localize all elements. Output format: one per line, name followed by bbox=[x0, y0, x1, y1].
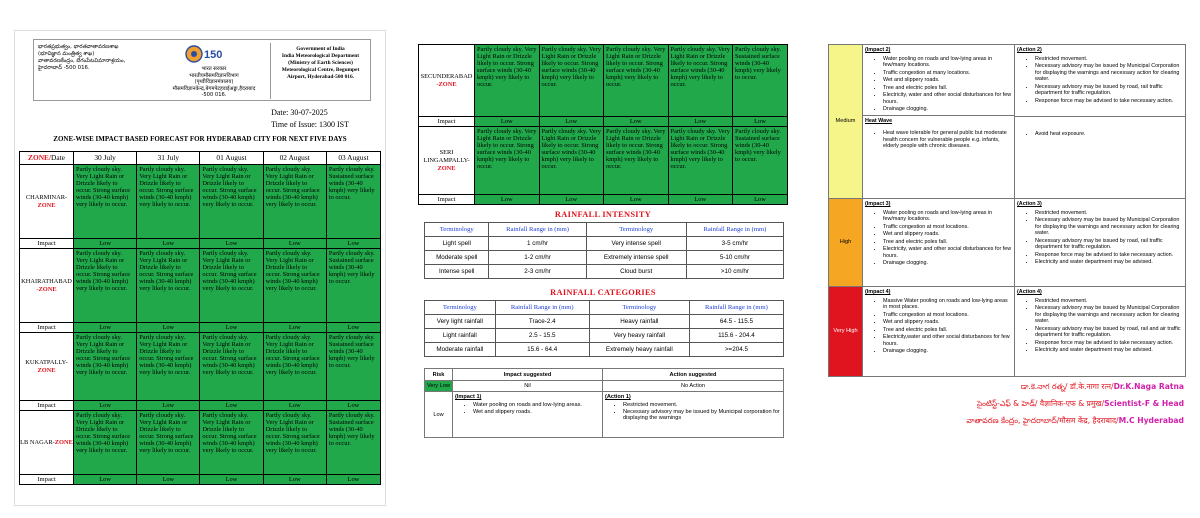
list-item: • Heat wave tolerable for general public but moderate health concern for vulnerable people e.g. infants, elderly people with chronic diseases. bbox=[883, 130, 1012, 150]
action-list bbox=[1015, 45, 1186, 199]
action-title: (Action 1) bbox=[605, 394, 631, 400]
english-line: (Ministry of Earth Sciences) bbox=[288, 60, 353, 66]
list-item: • Response force may be advised to take necessary action. bbox=[1035, 98, 1183, 105]
telugu-line: హైదరాబాద్ -500 016. bbox=[38, 65, 90, 71]
signature-name: డా.కె.నాగ రత్న/ डॉ.के.नागा रत्न/Dr.K.Naga Ratna bbox=[1020, 382, 1184, 391]
english-line: Airport, Hyderabad-500 016. bbox=[286, 74, 355, 80]
column-header: Terminology bbox=[589, 301, 689, 315]
table-row bbox=[425, 381, 784, 392]
forecast-cell: Partly cloudy sky. Sustained surface winds (30-40 kmph) very likely to occur. bbox=[326, 165, 380, 239]
table-cell: Intense spell bbox=[425, 265, 489, 279]
table-cell: Very heavy rainfall bbox=[589, 329, 689, 343]
impact-list bbox=[863, 287, 1015, 377]
forecast-cell: Partly cloudy sky. Very Light Rain or Drizzle likely to occur. Strong surface winds (30-40 kmph) very likely to occur. bbox=[137, 249, 200, 323]
table-row bbox=[829, 287, 1186, 377]
table-cell: 1-2 cm/hr bbox=[489, 251, 586, 265]
list-item: • Drainage clogging. bbox=[883, 348, 1012, 355]
impact-cell: Low bbox=[668, 195, 733, 205]
impact-label: Impact bbox=[20, 401, 74, 411]
risk-level: High bbox=[829, 199, 863, 287]
rainfall-intensity-table bbox=[424, 222, 784, 279]
impact-cell: Low bbox=[200, 239, 263, 249]
impact-cell: Low bbox=[539, 117, 604, 127]
risk-level: Medium bbox=[829, 45, 863, 199]
table-row bbox=[20, 411, 381, 475]
telugu-line: భారతప్రభుత్వం, భారతవాతావరణశాఖ bbox=[38, 44, 119, 50]
forecast-page-1 bbox=[14, 30, 386, 506]
impact-cell: Low bbox=[263, 323, 326, 333]
table-header-row bbox=[425, 369, 784, 381]
impact-cell: Low bbox=[137, 323, 200, 333]
column-header: Rainfall Range in (mm) bbox=[686, 223, 783, 237]
zone-date-header: ZONE/Date bbox=[20, 152, 74, 165]
impact-cell: Low bbox=[326, 401, 380, 411]
forecast-cell: Partly cloudy sky. Very Light Rain or Drizzle likely to occur. Strong surface winds (30-40 kmph) very likely to occur. bbox=[137, 411, 200, 475]
impact-row bbox=[20, 239, 381, 249]
zone-name: KHAIRATHABAD -ZONE bbox=[20, 249, 74, 323]
impact-cell: Low bbox=[74, 401, 137, 411]
list-item: • Necessary advisory may be issued by Municipal Corporation for displaying the warnings and necessary action for clearing water. bbox=[1035, 305, 1183, 325]
forecast-cell: Partly cloudy sky. Very Light Rain or Drizzle likely to occur. Strong surface winds (30-40 kmph) very likely to occur. bbox=[475, 127, 540, 195]
table-row bbox=[20, 249, 381, 323]
list-item: • Electricity, water and other social disturbances for few hours. bbox=[883, 92, 1012, 105]
signature-block bbox=[828, 378, 1184, 429]
date-header: 30 July bbox=[74, 152, 137, 165]
impact-cell: Low bbox=[733, 117, 788, 127]
list-item: • Wet and slippery roads. bbox=[883, 319, 1012, 326]
impact-list bbox=[863, 199, 1015, 287]
forecast-cell: Partly cloudy sky. Very Light Rain or Drizzle likely to occur. Strong surface winds (30-40 kmph) very likely to occur. bbox=[668, 127, 733, 195]
signature-office: వాతావరణ కేంద్రం, హైదరాబాద్/मौसम केंद्र, हैदराबाद/M.C Hyderabad bbox=[966, 416, 1184, 425]
impact-row bbox=[419, 195, 788, 205]
impact-cell: Low bbox=[200, 323, 263, 333]
forecast-cell: Partly cloudy sky. Sustained surface winds (30-40 kmph) very likely to occur. bbox=[733, 45, 788, 117]
zone-name: SECUNDERABAD -ZONE bbox=[419, 45, 475, 117]
table-row bbox=[20, 333, 381, 401]
action-title: (Action 3) bbox=[1017, 201, 1042, 207]
impact-list bbox=[453, 392, 603, 438]
impact-cell: Low bbox=[668, 117, 733, 127]
letterhead bbox=[33, 39, 371, 101]
forecast-cell: Partly cloudy sky. Sustained surface winds (30-40 kmph) very likely to occur. bbox=[326, 411, 380, 475]
table-header-row bbox=[425, 301, 784, 315]
impact-cell: Low bbox=[74, 323, 137, 333]
table-row bbox=[425, 329, 784, 343]
list-item: • Necessary advisory may be issued by Municipal Corporation for displaying the warnings and necessary action for clearing water. bbox=[1035, 217, 1183, 237]
table-header-row bbox=[20, 152, 381, 165]
risk-table bbox=[424, 368, 784, 438]
column-header: Impact suggested bbox=[453, 369, 603, 381]
zone-name: CHARMINAR- ZONE bbox=[20, 165, 74, 239]
table-cell: Extremely intense spell bbox=[586, 251, 686, 265]
table-cell: Extremely heavy rainfall bbox=[589, 343, 689, 357]
impact-title: (Impact 2) bbox=[865, 47, 891, 53]
issue-info bbox=[271, 107, 349, 131]
list-item: • Water pooling on roads and low-lying areas in few/many locations. bbox=[883, 56, 1012, 69]
table-cell: Very intense spell bbox=[586, 237, 686, 251]
imd-logo-icon bbox=[184, 42, 228, 66]
issue-date: Date: 30-07-2025 bbox=[271, 108, 328, 117]
letterhead-hindi bbox=[158, 66, 270, 99]
list-item: • Massive Water pooling on roads and low-lying areas in most places. bbox=[883, 298, 1012, 311]
forecast-cell: Partly cloudy sky. Very Light Rain or Drizzle likely to occur. Strong surface winds (30-40 kmph) very likely to occur. bbox=[263, 165, 326, 239]
rainfall-categories-table bbox=[424, 300, 784, 357]
rainfall-categories-title: RAINFALL CATEGORIES bbox=[550, 288, 656, 297]
list-item: • Necessary advisory may be issued by Municipal Corporation for displaying the warnings and necessary action for clearing water. bbox=[1035, 63, 1183, 83]
impact-cell: Low bbox=[137, 239, 200, 249]
impact-cell: Low bbox=[326, 323, 380, 333]
hindi-line: भारतीयमौसमविज्ञानविभाग bbox=[189, 72, 239, 79]
list-item: • Wet and slippery roads. bbox=[883, 231, 1012, 238]
risk-level: Low bbox=[425, 392, 453, 438]
table-row bbox=[425, 237, 784, 251]
impact-cell: Low bbox=[475, 195, 540, 205]
impact-label: Impact bbox=[20, 475, 74, 485]
zone-name: SERI LINGAMPALLY- ZONE bbox=[419, 127, 475, 195]
list-item: • Tree and electric poles fall. bbox=[883, 239, 1012, 246]
forecast-cell: Partly cloudy sky. Very Light Rain or Drizzle likely to occur. Strong surface winds (30-40 kmph) very likely to occur. bbox=[74, 333, 137, 401]
forecast-cell: Partly cloudy sky. Very Light Rain or Drizzle likely to occur. Strong surface winds (30-40 kmph) very likely to occur. bbox=[200, 333, 263, 401]
forecast-page-2 bbox=[418, 44, 788, 466]
table-cell: 115.6 - 204.4 bbox=[689, 329, 783, 343]
impact-cell: Low bbox=[74, 239, 137, 249]
impact-row bbox=[20, 323, 381, 333]
impact-title: (Impact 3) bbox=[865, 201, 891, 207]
table-row bbox=[419, 45, 788, 117]
list-item: • Avoid heat exposure. bbox=[1035, 131, 1183, 138]
table-cell: Light rainfall bbox=[425, 329, 496, 343]
hindi-line: भारत सरकार bbox=[201, 66, 227, 72]
column-header: Rainfall Range in (mm) bbox=[495, 301, 589, 315]
table-row bbox=[425, 315, 784, 329]
list-item: • Electricity, water and other social disturbances for few hours. bbox=[883, 246, 1012, 259]
page-title: ZONE-WISE IMPACT BASED FORECAST FOR HYDERABAD CITY FOR NEXT FIVE DAYS bbox=[53, 135, 347, 143]
forecast-table bbox=[19, 151, 381, 485]
list-item: • Necessary advisory may be issued by road, rail traffic department for traffic regulation. bbox=[1035, 84, 1183, 97]
hindi-line: मौसमविज्ञानकेन्द्र,बेगमपेटहवाईअड्डा,हैदराबाद bbox=[172, 85, 256, 92]
table-cell: 2.5 - 15.5 bbox=[495, 329, 589, 343]
forecast-cell: Partly cloudy sky. Sustained surface winds (30-40 kmph) very likely to occur. bbox=[733, 127, 788, 195]
impact-cell: Low bbox=[137, 475, 200, 485]
zone-name: KUKATPALLY- ZONE bbox=[20, 333, 74, 401]
risk-page-3 bbox=[828, 44, 1186, 454]
table-row bbox=[425, 343, 784, 357]
english-line: Government of India bbox=[296, 46, 345, 52]
forecast-cell: Partly cloudy sky. Very Light Rain or Drizzle likely to occur. Strong surface winds (30-40 kmph) very likely to occur. bbox=[539, 45, 604, 117]
action-list bbox=[1015, 199, 1186, 287]
impact-row bbox=[20, 475, 381, 485]
table-cell: Moderate spell bbox=[425, 251, 489, 265]
list-item: • Restricted movement. bbox=[1035, 56, 1183, 63]
impact-label: Impact bbox=[419, 195, 475, 205]
action-title: (Action 4) bbox=[1017, 289, 1042, 295]
table-cell: 2-3 cm/hr bbox=[489, 265, 586, 279]
table-row bbox=[425, 265, 784, 279]
table-row bbox=[20, 165, 381, 239]
rainfall-intensity-title: RAINFALL INTENSITY bbox=[554, 210, 652, 219]
forecast-cell: Partly cloudy sky. Very Light Rain or Drizzle likely to occur. Strong surface winds (30-40 kmph) very likely to occur. bbox=[74, 411, 137, 475]
forecast-cell: Partly cloudy sky. Very Light Rain or Drizzle likely to occur. Strong surface winds (30-40 kmph) very likely to occur. bbox=[263, 333, 326, 401]
forecast-cell: Partly cloudy sky. Sustained surface winds (30-40 kmph) very likely to occur. bbox=[326, 249, 380, 323]
table-row bbox=[425, 251, 784, 265]
table-cell: 15.6 - 64.4 bbox=[495, 343, 589, 357]
list-item: • Necessary advisory may be issued by Municipal corporation for displaying the warnings bbox=[623, 409, 781, 421]
hindi-line: (पृथ्वीविज्ञानमंत्रालय) bbox=[194, 79, 234, 86]
forecast-table-continued bbox=[418, 44, 788, 205]
list-item: • Traffic congestion at most locations. bbox=[883, 224, 1012, 231]
telugu-line: (భూవిజ్ఞాన మంత్రిత్వ శాఖ) bbox=[38, 51, 95, 57]
impact-cell: Low bbox=[137, 401, 200, 411]
forecast-cell: Partly cloudy sky. Sustained surface winds (30-40 kmph) very likely to occur. bbox=[326, 333, 380, 401]
list-item: • Drainage clogging. bbox=[883, 260, 1012, 267]
table-header-row bbox=[425, 223, 784, 237]
heatwave-title: Heat Wave bbox=[865, 117, 893, 124]
forecast-cell: Partly cloudy sky. Very Light Rain or Drizzle likely to occur. Strong surface winds (30-40 kmph) very likely to occur. bbox=[74, 249, 137, 323]
impact-cell: Low bbox=[200, 401, 263, 411]
forecast-cell: Partly cloudy sky. Very Light Rain or Drizzle likely to occur. Strong surface winds (30-40 kmph) very likely to occur. bbox=[74, 165, 137, 239]
impact-cell: Low bbox=[326, 239, 380, 249]
table-row bbox=[425, 392, 784, 438]
forecast-cell: Partly cloudy sky. Very Light Rain or Drizzle likely to occur. Strong surface winds (30-40 kmph) very likely to occur. bbox=[200, 165, 263, 239]
letterhead-english bbox=[270, 43, 370, 99]
forecast-cell: Partly cloudy sky. Very Light Rain or Drizzle likely to occur. Strong surface winds (30-40 kmph) very likely to occur. bbox=[475, 45, 540, 117]
action-list bbox=[603, 392, 784, 438]
list-item: • Tree and electric poles fall. bbox=[883, 327, 1012, 334]
column-header: Action suggested bbox=[603, 369, 784, 381]
impact-cell: Low bbox=[604, 195, 669, 205]
list-item: • Electricity and water department may be advised. bbox=[1035, 259, 1183, 266]
forecast-cell: Partly cloudy sky. Very Light Rain or Drizzle likely to occur. Strong surface winds (30-40 kmph) very likely to occur. bbox=[200, 249, 263, 323]
column-header: Risk bbox=[425, 369, 453, 381]
letterhead-telugu bbox=[38, 44, 156, 72]
risk-level: Very Low bbox=[425, 381, 453, 392]
forecast-cell: Partly cloudy sky. Very Light Rain or Drizzle likely to occur. Strong surface winds (30-40 kmph) very likely to occur. bbox=[263, 249, 326, 323]
forecast-cell: Partly cloudy sky. Very Light Rain or Drizzle likely to occur. Strong surface winds (30-40 kmph) very likely to occur. bbox=[668, 45, 733, 117]
column-header: Terminology bbox=[425, 301, 496, 315]
table-cell: Light spell bbox=[425, 237, 489, 251]
english-line: India Meteorological Department bbox=[281, 53, 360, 59]
zone-name: LB NAGAR-ZONE bbox=[20, 411, 74, 475]
risk-level: Very High bbox=[829, 287, 863, 377]
forecast-cell: Partly cloudy sky. Very Light Rain or Drizzle likely to occur. Strong surface winds (30-40 kmph) very likely to occur. bbox=[539, 127, 604, 195]
list-item: • Drainage clogging. bbox=[883, 106, 1012, 113]
list-item: • Wet and slippery roads. bbox=[473, 409, 600, 415]
list-item: • Restricted movement. bbox=[1035, 210, 1183, 217]
impact-cell: Low bbox=[263, 239, 326, 249]
action-title: (Action 2) bbox=[1017, 47, 1042, 53]
impact-cell: Low bbox=[74, 475, 137, 485]
impact-row bbox=[419, 117, 788, 127]
table-cell: Moderate rainfall bbox=[425, 343, 496, 357]
table-cell: Trace-2.4 bbox=[495, 315, 589, 329]
table-cell: Cloud burst bbox=[586, 265, 686, 279]
column-header: Rainfall Range in (mm) bbox=[489, 223, 586, 237]
hindi-line: -500 016. bbox=[201, 92, 227, 99]
impact-list bbox=[863, 45, 1015, 199]
table-row bbox=[419, 127, 788, 195]
list-item: • Water pooling on roads and low-lying areas. bbox=[473, 402, 600, 408]
forecast-cell: Partly cloudy sky. Very Light Rain or Drizzle likely to occur. Strong surface winds (30-40 kmph) very likely to occur. bbox=[604, 45, 669, 117]
date-header: 03 August bbox=[326, 152, 380, 165]
list-item: • Traffic congestion at most locations. bbox=[883, 312, 1012, 319]
impact-cell: Low bbox=[604, 117, 669, 127]
list-item: • Restricted movement. bbox=[623, 402, 781, 408]
table-cell: 5-10 cm/hr bbox=[686, 251, 783, 265]
list-item: • Traffic congestion at many locations. bbox=[883, 70, 1012, 77]
forecast-cell: Partly cloudy sky. Very Light Rain or Drizzle likely to occur. Strong surface winds (30-40 kmph) very likely to occur. bbox=[200, 411, 263, 475]
forecast-cell: Partly cloudy sky. Very Light Rain or Drizzle likely to occur. Strong surface winds (30-40 kmph) very likely to occur. bbox=[137, 165, 200, 239]
impact-cell: Low bbox=[733, 195, 788, 205]
impact-cell: Low bbox=[200, 475, 263, 485]
action-list bbox=[1015, 287, 1186, 377]
signature-designation: సైంటిస్ట్-ఎఫ్ & హెడ్/ वैज्ञानिक-एफ & प्रमुख/Scientist-F & Head bbox=[976, 399, 1184, 408]
impact-label: Impact bbox=[419, 117, 475, 127]
impact-label: Impact bbox=[20, 323, 74, 333]
impact-text: Nil bbox=[453, 381, 603, 392]
table-cell: 1 cm/hr bbox=[489, 237, 586, 251]
telugu-line: వాతావరణకేంద్రం, బేగంపేటవిమానాశ్రయం, bbox=[38, 58, 126, 64]
impact-cell: Low bbox=[263, 475, 326, 485]
impact-row bbox=[20, 401, 381, 411]
list-item: • Response force may be advised to take necessary action. bbox=[1035, 252, 1183, 259]
impact-cell: Low bbox=[326, 475, 380, 485]
date-header: 31 July bbox=[137, 152, 200, 165]
action-text: No Action bbox=[603, 381, 784, 392]
impact-title: (Impact 1) bbox=[455, 394, 482, 400]
table-row bbox=[829, 45, 1186, 199]
forecast-cell: Partly cloudy sky. Very Light Rain or Drizzle likely to occur. Strong surface winds (30-40 kmph) very likely to occur. bbox=[604, 127, 669, 195]
column-header: Terminology bbox=[425, 223, 489, 237]
list-item: • Electricity,water and other social disturbances for few hours. bbox=[883, 334, 1012, 347]
risk-table-continued bbox=[828, 44, 1186, 377]
issue-time: Time of Issue: 1300 IST bbox=[271, 120, 349, 129]
impact-cell: Low bbox=[539, 195, 604, 205]
english-line: Meteorological Centre, Begumpet bbox=[281, 67, 360, 73]
table-cell: Very light rainfall bbox=[425, 315, 496, 329]
impact-cell: Low bbox=[263, 401, 326, 411]
table-cell: 64.5 - 115.5 bbox=[689, 315, 783, 329]
impact-title: (Impact 4) bbox=[865, 289, 891, 295]
table-row bbox=[829, 199, 1186, 287]
forecast-cell: Partly cloudy sky. Very Light Rain or Drizzle likely to occur. Strong surface winds (30-40 kmph) very likely to occur. bbox=[263, 411, 326, 475]
column-header: Terminology bbox=[586, 223, 686, 237]
impact-cell: Low bbox=[475, 117, 540, 127]
date-header: 02 August bbox=[263, 152, 326, 165]
table-cell: Heavy rainfall bbox=[589, 315, 689, 329]
list-item: • Restricted movement. bbox=[1035, 298, 1183, 305]
logo-number: 150 bbox=[204, 49, 223, 61]
list-item: • Electricity and water department may be advised. bbox=[1035, 347, 1183, 354]
forecast-cell: Partly cloudy sky. Very Light Rain or Drizzle likely to occur. Strong surface winds (30-40 kmph) very likely to occur. bbox=[137, 333, 200, 401]
date-header: 01 August bbox=[200, 152, 263, 165]
table-cell: >=204.5 bbox=[689, 343, 783, 357]
table-cell: 3-5 cm/hr bbox=[686, 237, 783, 251]
list-item: • Wet and slippery roads. bbox=[883, 77, 1012, 84]
list-item: • Necessary advisory may be issued by road, rail and air traffic department for traffic regulation. bbox=[1035, 326, 1183, 339]
table-cell: >10 cm/hr bbox=[686, 265, 783, 279]
impact-label: Impact bbox=[20, 239, 74, 249]
list-item: • Tree and electric poles fall. bbox=[883, 85, 1012, 92]
list-item: • Water pooling on roads and low-lying areas in few/many locations. bbox=[883, 210, 1012, 223]
column-header: Rainfall Range in (mm) bbox=[689, 301, 783, 315]
list-item: • Necessary advisory may be issued by road, rail traffic department for traffic regulation. bbox=[1035, 238, 1183, 251]
list-item: • Response force may be advised to take necessary action. bbox=[1035, 340, 1183, 347]
